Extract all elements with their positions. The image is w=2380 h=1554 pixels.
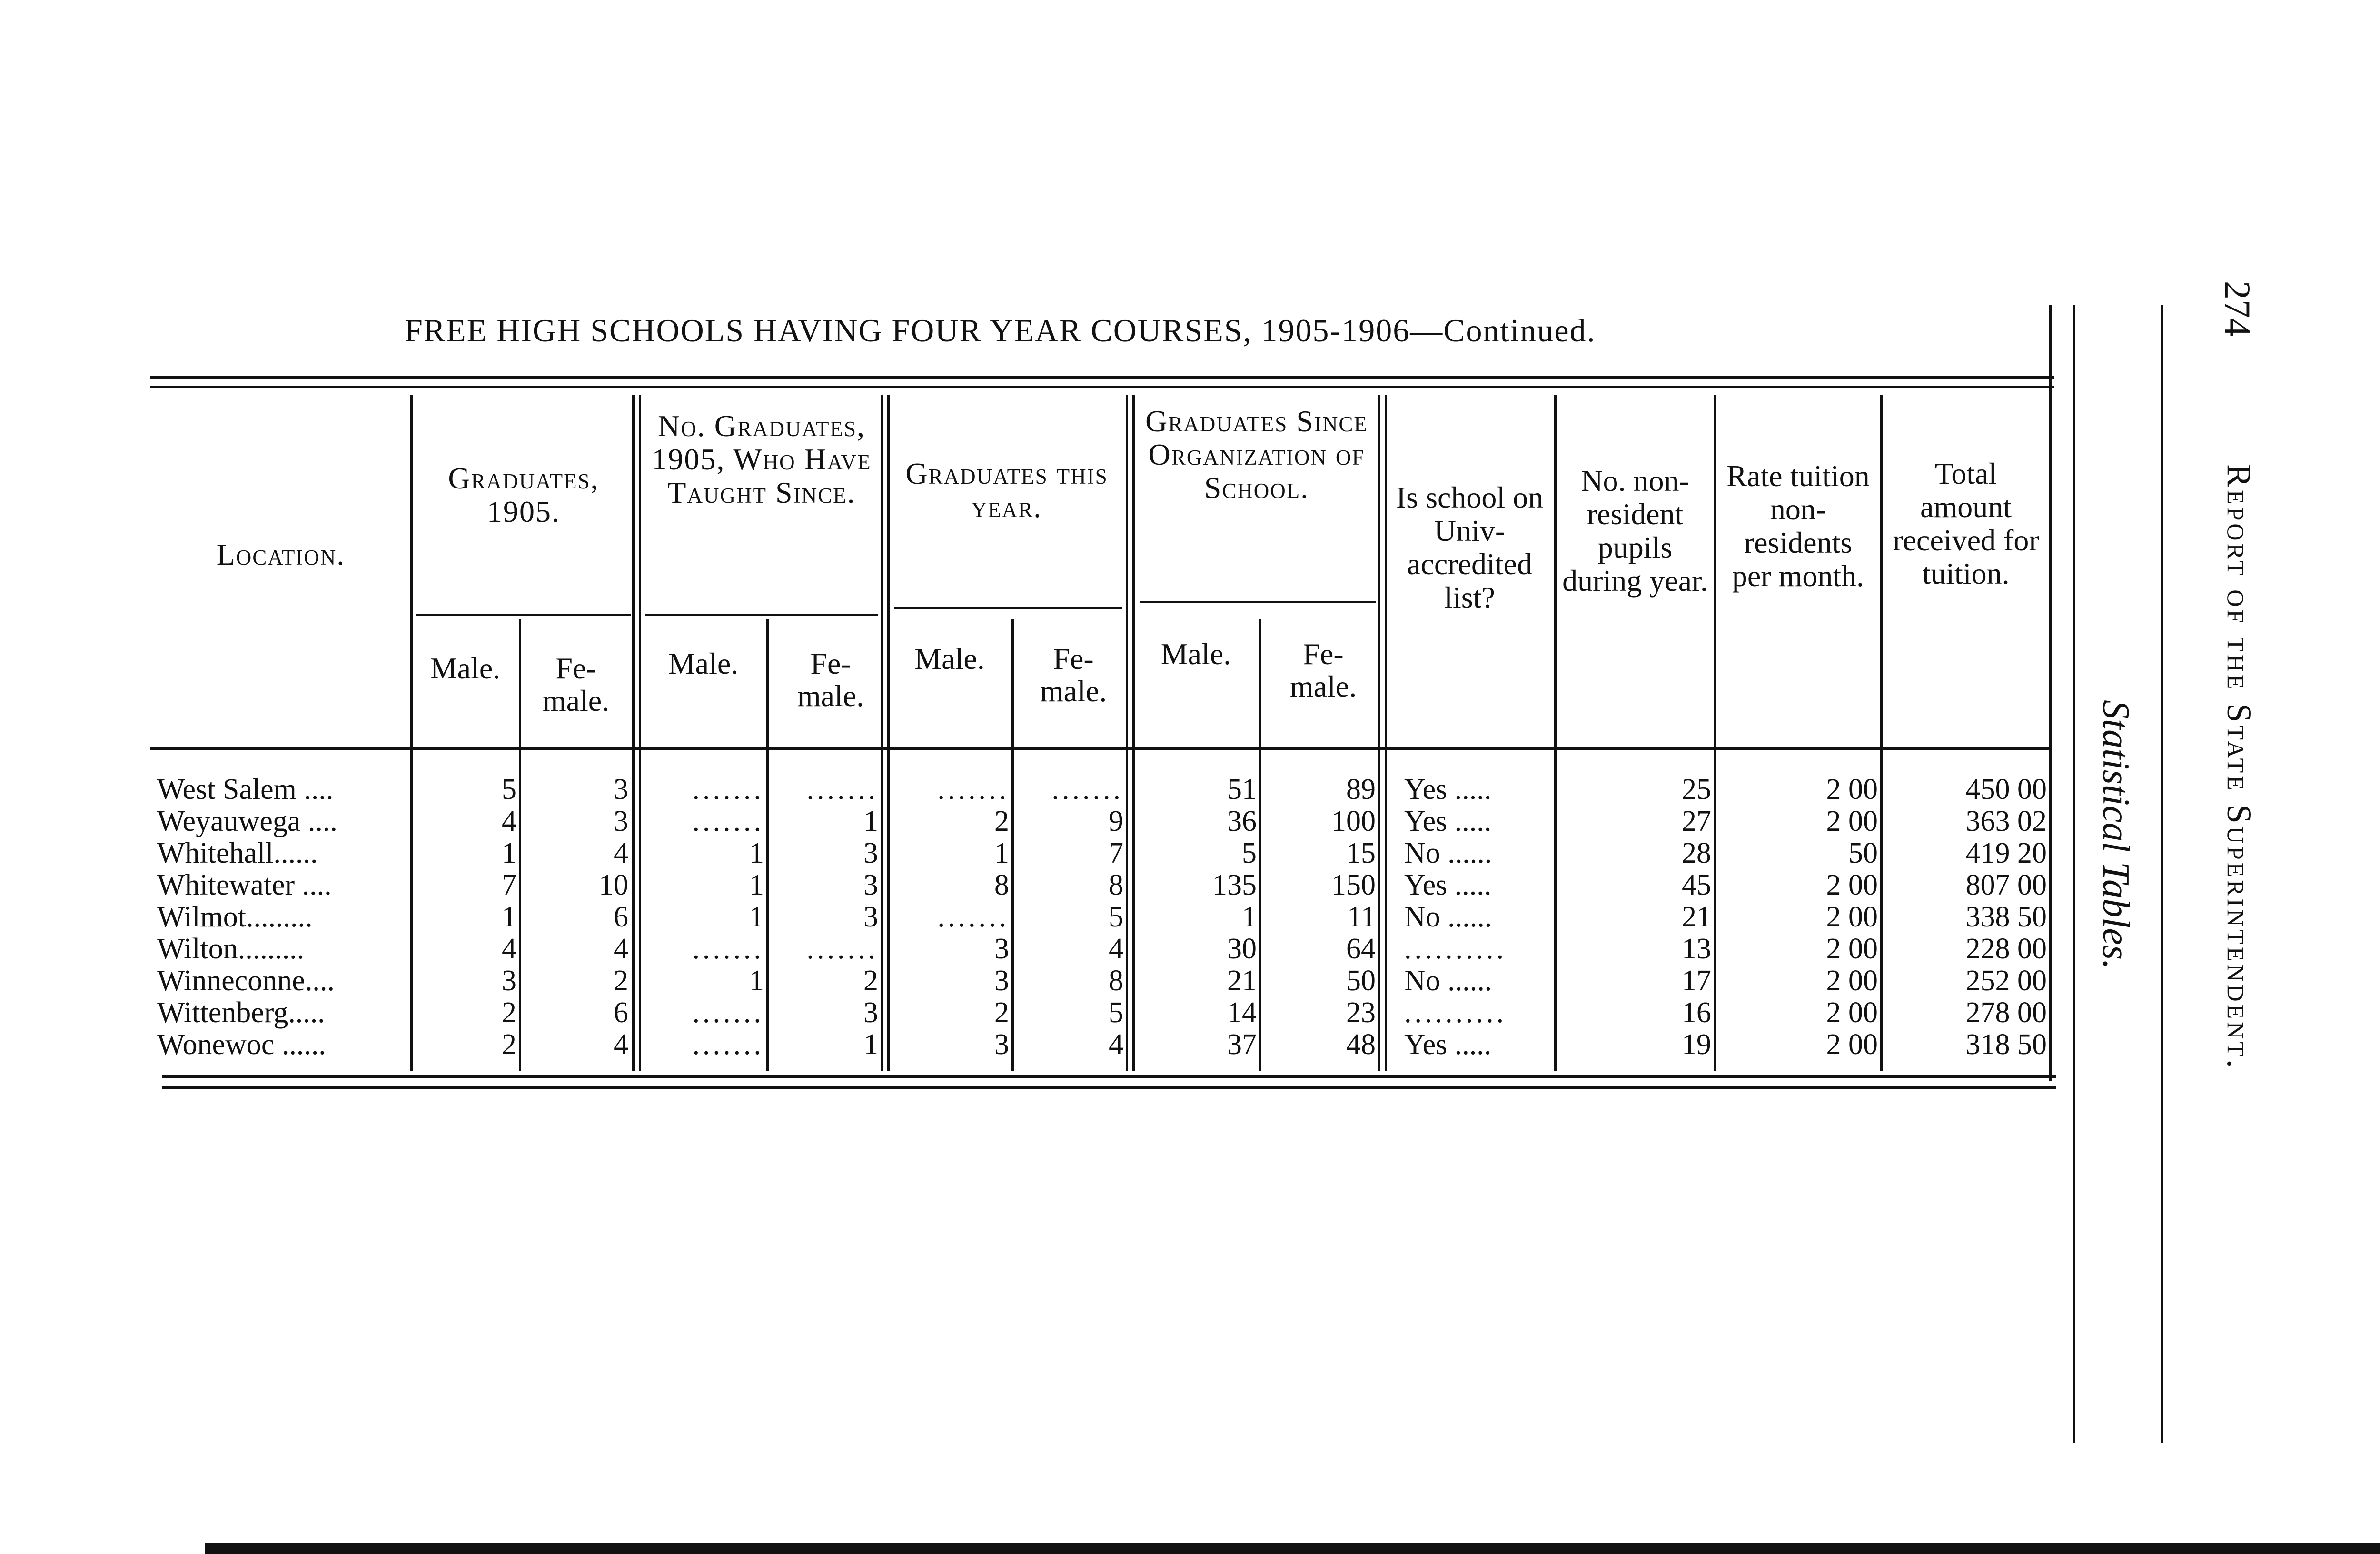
cell-taught-male: 1 <box>749 901 764 933</box>
cell-since-org-male: 51 <box>1227 773 1257 806</box>
cell-accredited: Yes ..... <box>1404 1028 1492 1061</box>
cell-grad-1905-male: 2 <box>502 996 516 1029</box>
cell-taught-female: 1 <box>863 805 878 837</box>
cell-total: 228 00 <box>1965 933 2047 965</box>
cell-total: 278 00 <box>1965 996 2047 1029</box>
subheader-female: Fe-male. <box>1040 642 1107 708</box>
col-divider <box>881 395 883 1071</box>
cell-grad-1905-male: 3 <box>502 965 516 997</box>
cell-total: 318 50 <box>1965 1028 2047 1061</box>
cell-grad-1905-male: 2 <box>502 1028 516 1061</box>
col-divider <box>1126 395 1128 1071</box>
cell-rate: 2 00 <box>1826 933 1878 965</box>
cell-total: 252 00 <box>1965 965 2047 997</box>
cell-location: West Salem .... <box>157 773 334 806</box>
col-divider <box>1714 395 1716 1071</box>
subheader-female: Fe-male. <box>542 651 610 717</box>
group-rule <box>1140 601 1376 603</box>
cell-rate: 2 00 <box>1826 901 1878 933</box>
cell-total: 363 02 <box>1965 805 2047 837</box>
cell-this-year-male: 3 <box>994 965 1009 997</box>
cell-taught-male: ....... <box>692 773 764 806</box>
cell-this-year-male: 2 <box>994 805 1009 837</box>
cell-nonresident: 45 <box>1682 869 1711 901</box>
subheader-male: Male. <box>430 651 501 685</box>
cell-taught-female: 1 <box>863 1028 878 1061</box>
cell-since-org-female: 64 <box>1346 933 1376 965</box>
cell-taught-female: 3 <box>863 869 878 901</box>
cell-total: 807 00 <box>1965 869 2047 901</box>
cell-accredited: No ...... <box>1404 837 1492 869</box>
cell-this-year-female: ....... <box>1051 773 1123 806</box>
cell-taught-male: 1 <box>749 965 764 997</box>
subheader-male: Male. <box>914 642 985 676</box>
header-rate: Rate tuition non-residents per month. <box>1726 459 1870 593</box>
cell-since-org-female: 23 <box>1346 996 1376 1029</box>
cell-taught-female: ....... <box>806 933 878 965</box>
cell-this-year-female: 5 <box>1109 901 1123 933</box>
cell-grad-1905-female: 10 <box>599 869 628 901</box>
subcol-divider <box>766 619 769 1071</box>
cell-taught-male: ....... <box>692 996 764 1029</box>
col-divider <box>1378 395 1380 1071</box>
cell-rate: 2 00 <box>1826 805 1878 837</box>
cell-taught-female: 3 <box>863 996 878 1029</box>
top-rule <box>150 376 2054 379</box>
cell-grad-1905-female: 3 <box>614 805 628 837</box>
section-title: Statistical Tables. <box>2095 700 2137 970</box>
cell-grad-1905-male: 7 <box>502 869 516 901</box>
header-rule <box>150 747 2049 750</box>
cell-grad-1905-female: 2 <box>614 965 628 997</box>
cell-this-year-female: 4 <box>1109 933 1123 965</box>
group-rule <box>416 614 631 616</box>
cell-since-org-male: 5 <box>1242 837 1257 869</box>
header-graduates-since-org: Graduates Since Organization of School. <box>1145 404 1368 505</box>
header-graduates-1905: Graduates, 1905. <box>448 461 599 528</box>
cell-accredited: .......... <box>1404 996 1507 1029</box>
cell-taught-male: 1 <box>749 869 764 901</box>
cell-grad-1905-male: 1 <box>502 901 516 933</box>
cell-location: Winneconne.... <box>157 965 335 997</box>
cell-location: Whitewater .... <box>157 869 332 901</box>
cell-total: 338 50 <box>1965 901 2047 933</box>
cell-accredited: Yes ..... <box>1404 869 1492 901</box>
cell-nonresident: 28 <box>1682 837 1711 869</box>
cell-accredited: .......... <box>1404 933 1507 965</box>
cell-location: Weyauwega .... <box>157 805 337 837</box>
cell-taught-male: ....... <box>692 805 764 837</box>
header-graduates-this-year: Graduates this year. <box>905 457 1108 524</box>
cell-rate: 2 00 <box>1826 869 1878 901</box>
cell-nonresident: 16 <box>1682 996 1711 1029</box>
cell-location: Wittenberg..... <box>157 996 325 1029</box>
col-divider <box>2049 305 2052 1081</box>
col-divider <box>887 395 890 1071</box>
page-number: 274 <box>2217 281 2258 337</box>
margin-rule <box>2161 305 2163 1443</box>
cell-location: Wilmot......... <box>157 901 313 933</box>
cell-location: Wilton......... <box>157 933 305 965</box>
cell-accredited: Yes ..... <box>1404 773 1492 806</box>
cell-location: Wonewoc ...... <box>157 1028 326 1061</box>
cell-taught-male: ....... <box>692 933 764 965</box>
cell-rate: 2 00 <box>1826 773 1878 806</box>
col-divider <box>1385 395 1387 1071</box>
cell-rate: 2 00 <box>1826 1028 1878 1061</box>
cell-grad-1905-female: 6 <box>614 901 628 933</box>
cell-nonresident: 27 <box>1682 805 1711 837</box>
cell-this-year-female: 8 <box>1109 869 1123 901</box>
cell-this-year-female: 7 <box>1109 837 1123 869</box>
cell-nonresident: 17 <box>1682 965 1711 997</box>
col-divider <box>632 395 635 1071</box>
cell-this-year-female: 5 <box>1109 996 1123 1029</box>
bottom-rule <box>162 1075 2056 1078</box>
col-divider <box>1554 395 1557 1071</box>
cell-since-org-male: 14 <box>1227 996 1257 1029</box>
cell-since-org-male: 135 <box>1212 869 1257 901</box>
cell-taught-male: ....... <box>692 1028 764 1061</box>
cell-total: 419 20 <box>1965 837 2047 869</box>
cell-since-org-female: 100 <box>1331 805 1376 837</box>
cell-nonresident: 19 <box>1682 1028 1711 1061</box>
cell-taught-female: 2 <box>863 965 878 997</box>
cell-taught-female: 3 <box>863 837 878 869</box>
cell-since-org-male: 36 <box>1227 805 1257 837</box>
cell-since-org-male: 30 <box>1227 933 1257 965</box>
cell-grad-1905-female: 4 <box>614 933 628 965</box>
cell-since-org-male: 21 <box>1227 965 1257 997</box>
cell-this-year-male: 2 <box>994 996 1009 1029</box>
cell-taught-female: 3 <box>863 901 878 933</box>
cell-this-year-female: 4 <box>1109 1028 1123 1061</box>
group-rule <box>645 614 878 616</box>
cell-this-year-male: ....... <box>937 901 1009 933</box>
col-divider <box>639 395 641 1071</box>
subheader-male: Male. <box>1160 637 1231 671</box>
subheader-female: Fe-male. <box>797 647 864 713</box>
subheader-male: Male. <box>668 647 739 680</box>
cell-total: 450 00 <box>1965 773 2047 806</box>
cell-since-org-female: 150 <box>1331 869 1376 901</box>
cell-rate: 2 00 <box>1826 996 1878 1029</box>
cell-since-org-female: 48 <box>1346 1028 1376 1061</box>
running-head: Report of the State Superintendent. <box>2220 464 2258 1071</box>
cell-accredited: No ...... <box>1404 965 1492 997</box>
bottom-rule-2 <box>162 1086 2056 1089</box>
cell-accredited: No ...... <box>1404 901 1492 933</box>
cell-grad-1905-male: 5 <box>502 773 516 806</box>
header-accredited: Is school on Univ-accredited list? <box>1396 480 1544 614</box>
table-title: FREE HIGH SCHOOLS HAVING FOUR YEAR COURSES, 1905-1906—Continued. <box>405 312 1596 349</box>
cell-since-org-male: 1 <box>1242 901 1257 933</box>
top-rule-2 <box>150 386 2054 388</box>
col-divider <box>410 395 413 1071</box>
cell-nonresident: 21 <box>1682 901 1711 933</box>
cell-grad-1905-female: 4 <box>614 837 628 869</box>
cell-grad-1905-male: 1 <box>502 837 516 869</box>
header-location: Location. <box>216 538 346 571</box>
group-rule <box>894 607 1122 609</box>
cell-this-year-male: 3 <box>994 933 1009 965</box>
cell-grad-1905-female: 4 <box>614 1028 628 1061</box>
cell-since-org-male: 37 <box>1227 1028 1257 1061</box>
header-nonresident: No. non-resident pupils during year. <box>1562 464 1708 598</box>
cell-since-org-female: 11 <box>1347 901 1376 933</box>
col-divider <box>1132 395 1135 1071</box>
cell-since-org-female: 50 <box>1346 965 1376 997</box>
cell-nonresident: 25 <box>1682 773 1711 806</box>
header-taught-since: No. Graduates, 1905, Who Have Taught Since. <box>652 409 872 509</box>
cell-rate: 50 <box>1848 837 1878 869</box>
cell-rate: 2 00 <box>1826 965 1878 997</box>
cell-since-org-female: 89 <box>1346 773 1376 806</box>
header-total: Total amount received for tuition. <box>1893 457 2039 590</box>
cell-taught-female: ....... <box>806 773 878 806</box>
cell-this-year-male: 3 <box>994 1028 1009 1061</box>
cell-grad-1905-female: 6 <box>614 996 628 1029</box>
cell-location: Whitehall...... <box>157 837 318 869</box>
cell-grad-1905-male: 4 <box>502 805 516 837</box>
scan-edge <box>205 1543 2380 1554</box>
cell-grad-1905-male: 4 <box>502 933 516 965</box>
cell-nonresident: 13 <box>1682 933 1711 965</box>
subheader-female: Fe-male. <box>1289 637 1357 703</box>
cell-taught-male: 1 <box>749 837 764 869</box>
cell-this-year-male: 8 <box>994 869 1009 901</box>
cell-this-year-female: 9 <box>1109 805 1123 837</box>
cell-this-year-male: ....... <box>937 773 1009 806</box>
cell-since-org-female: 15 <box>1346 837 1376 869</box>
cell-accredited: Yes ..... <box>1404 805 1492 837</box>
col-divider <box>1880 395 1883 1071</box>
cell-grad-1905-female: 3 <box>614 773 628 806</box>
cell-this-year-female: 8 <box>1109 965 1123 997</box>
margin-rule <box>2073 305 2075 1443</box>
cell-this-year-male: 1 <box>994 837 1009 869</box>
